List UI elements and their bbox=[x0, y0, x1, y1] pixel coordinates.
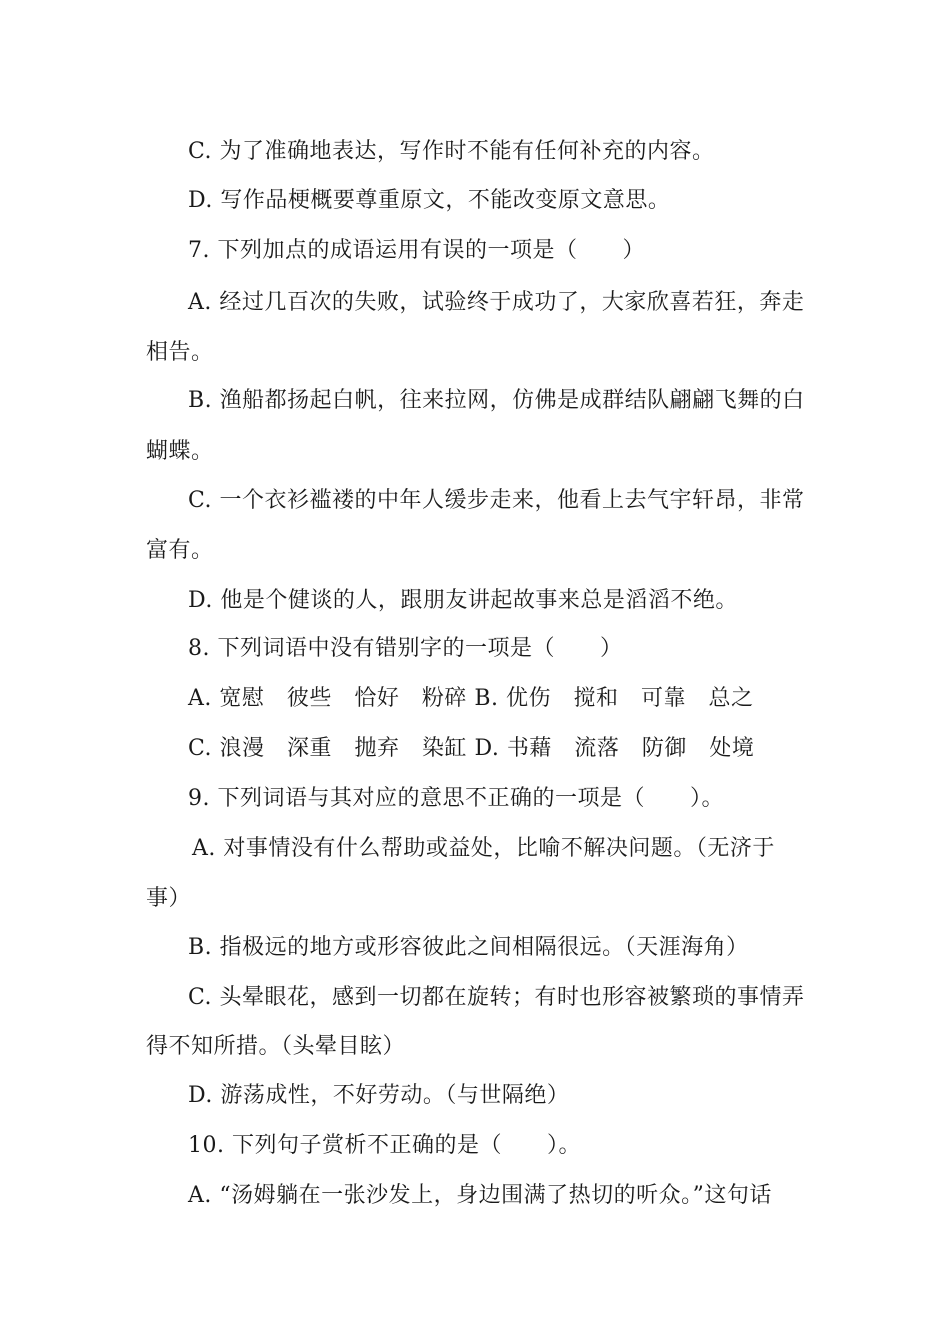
option-b-q9: B. 指极远的地方或形容彼此之间相隔很远。（天涯海角） bbox=[188, 935, 749, 960]
option-d-q9: D. 游荡成性，不好劳动。（与世隔绝） bbox=[188, 1083, 570, 1108]
option-c-q7: C. 一个衣衫褴褛的中年人缓步走来，他看上去气宇轩昂，非常 bbox=[188, 488, 805, 513]
option-d-q6: D. 写作品梗概要尊重原文，不能改变原文意思。 bbox=[188, 188, 671, 213]
option-c-q7-cont: 富有。 bbox=[146, 538, 214, 563]
option-d-q7: D. 他是个健谈的人，跟朋友讲起故事来总是滔滔不绝。 bbox=[188, 588, 738, 613]
option-a-q7-cont: 相告。 bbox=[146, 340, 214, 365]
options-cd-q8: C. 浪漫 深重 抛弃 染缸 D. 书藉 流落 防御 处境 bbox=[188, 736, 755, 761]
option-c-q9-cont: 得不知所措。（头晕目眩） bbox=[146, 1034, 406, 1059]
question-7: 7. 下列加点的成语运用有误的一项是（ ） bbox=[188, 238, 645, 263]
question-8: 8. 下列词语中没有错别字的一项是（ ） bbox=[188, 636, 623, 661]
option-a-q9: A. 对事情没有什么帮助或益处，比喻不解决问题。（无济于 bbox=[192, 836, 775, 861]
question-10: 10. 下列句子赏析不正确的是（ ）。 bbox=[188, 1133, 581, 1158]
option-c-q9: C. 头晕眼花，感到一切都在旋转；有时也形容被繁琐的事情弄 bbox=[188, 985, 805, 1010]
options-ab-q8: A. 宽慰 彼些 恰好 粉碎 B. 优伤 搅和 可靠 总之 bbox=[188, 686, 754, 711]
option-a-q7: A. 经过几百次的失败，试验终于成功了，大家欣喜若狂，奔走 bbox=[188, 290, 805, 315]
option-b-q7: B. 渔船都扬起白帆，往来拉网，仿佛是成群结队翩翩飞舞的白 bbox=[188, 388, 805, 413]
option-b-q7-cont: 蝴蝶。 bbox=[146, 439, 214, 464]
option-c-q6: C. 为了准确地表达，写作时不能有任何补充的内容。 bbox=[188, 139, 715, 164]
option-a-q9-cont: 事） bbox=[146, 886, 192, 911]
option-a-q10: A. “汤姆躺在一张沙发上，身边围满了热切的听众。”这句话 bbox=[188, 1183, 772, 1208]
question-9: 9. 下列词语与其对应的意思不正确的一项是（ ）。 bbox=[188, 786, 724, 811]
